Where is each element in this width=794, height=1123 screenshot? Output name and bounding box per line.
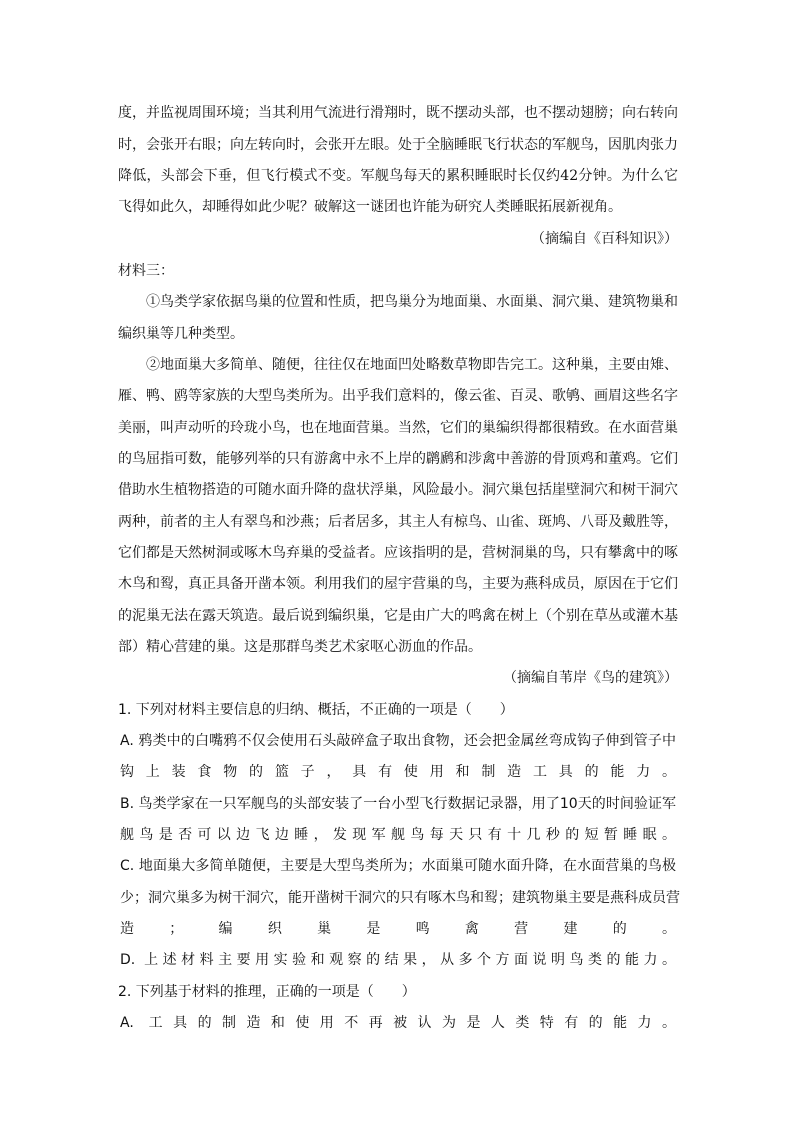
question-1-stem: 1. 下列对材料主要信息的归纳、概括，不正确的一项是（ ）: [118, 702, 514, 718]
material3-paragraph1-line: ①鸟类学家依据鸟巢的位置和性质，把鸟巢分为地面巢、水面巢、洞穴巢、建筑物巢和: [146, 294, 678, 310]
material3-paragraph2-line: 借助水生植物搭造的可随水面升降的盘状浮巢，风险最小。洞穴巢包括崖壁洞穴和树干洞穴: [118, 482, 678, 498]
material3-paragraph2-line: 它们都是天然树洞或啄木鸟弃巢的受益者。应该指明的是，营树洞巢的鸟，只有攀禽中的啄: [118, 545, 678, 561]
question-1-option-c-cont: 造；编织巢是鸣禽营建的。: [120, 921, 676, 937]
question-1-option-a: A. 鸦类中的白嘴鸦不仅会使用石头敲碎盒子取出食物，还会把金属丝弯成钩子伸到管子中: [120, 733, 676, 749]
material2-line: 飞得如此久，却睡得如此少呢？破解这一谜团也许能为研究人类睡眠拓展新视角。: [118, 199, 622, 215]
material3-source: （摘编自苇岸《鸟的建筑》）: [503, 670, 678, 686]
question-1-option-c: C. 地面巢大多简单随便，主要是大型鸟类所为；水面巢可随水面升降，在水面营巢的鸟极: [120, 858, 676, 874]
question-1-option-c-cont: 少；洞穴巢多为树干洞穴，能开凿树干洞穴的只有啄木鸟和䴕；建筑物巢主要是燕科成员营: [120, 890, 680, 906]
material2-line: 降低，头部会下垂，但飞行模式不变。军舰鸟每天的累积睡眠时长仅约42分钟。为什么它: [118, 168, 678, 184]
material3-paragraph2-line: 美丽，叫声动听的玲珑小鸟，也在地面营巢。当然，它们的巢编织得都很精致。在水面营巢: [118, 420, 678, 436]
question-1-option-a-cont: 钩上装食物的篮子，具有使用和制造工具的能力。: [120, 764, 676, 780]
material2-source: （摘编自《百科知识》）: [531, 231, 678, 247]
material3-paragraph2-line: 部）精心营建的巢。这是那群鸟类艺术家呕心沥血的作品。: [118, 639, 482, 655]
material3-paragraph2-line: 木鸟和䴕，真正具备开凿本领。利用我们的屋宇营巢的鸟，主要为燕科成员，原因在于它们: [118, 576, 678, 592]
question-2-stem: 2. 下列基于材料的推理，正确的一项是（ ）: [118, 984, 416, 1000]
question-2-option-a: A. 工具的制造和使用不再被认为是人类特有的能力。: [120, 1015, 676, 1031]
material3-paragraph2-line: 的泥巢无法在露天筑造。最后说到编织巢，它是由广大的鸣禽在树上（个别在草丛或灌木基: [118, 608, 678, 624]
material3-paragraph2-line: 两种，前者的主人有翠鸟和沙燕；后者居多，其主人有椋鸟、山雀、斑鸠、八哥及戴胜等，: [118, 514, 678, 530]
question-1-option-b-cont: 舰鸟是否可以边飞边睡，发现军舰鸟每天只有十几秒的短暂睡眠。: [120, 827, 676, 843]
material3-heading: 材料三：: [118, 263, 174, 279]
material3-paragraph1-line: 编织巢等几种类型。: [118, 326, 244, 342]
material3-paragraph2-line: 雁、鸭、鸥等家族的大型鸟类所为。出乎我们意料的，像云雀、百灵、歌鸲、画眉这些名字: [118, 388, 678, 404]
material3-paragraph2-line: 的鸟屈指可数，能够列举的只有游禽中永不上岸的䴙䴘和涉禽中善游的骨顶鸡和董鸡。它们: [118, 451, 678, 467]
material2-line: 度，并监视周围环境；当其利用气流进行滑翔时，既不摆动头部，也不摆动翅膀；向右转向: [118, 105, 678, 121]
material2-line: 时，会张开右眼；向左转向时，会张开左眼。处于全脑睡眠飞行状态的军舰鸟，因肌肉张力: [118, 137, 678, 153]
question-1-option-d: D. 上述材料主要用实验和观察的结果，从多个方面说明鸟类的能力。: [120, 952, 676, 968]
question-1-option-b: B. 鸟类学家在一只军舰鸟的头部安装了一台小型飞行数据记录器，用了10天的时间验证军: [120, 796, 676, 812]
material3-paragraph2-line: ②地面巢大多简单、随便，往往仅在地面凹处略数草物即告完工。这种巢，主要由雉、: [146, 357, 678, 373]
